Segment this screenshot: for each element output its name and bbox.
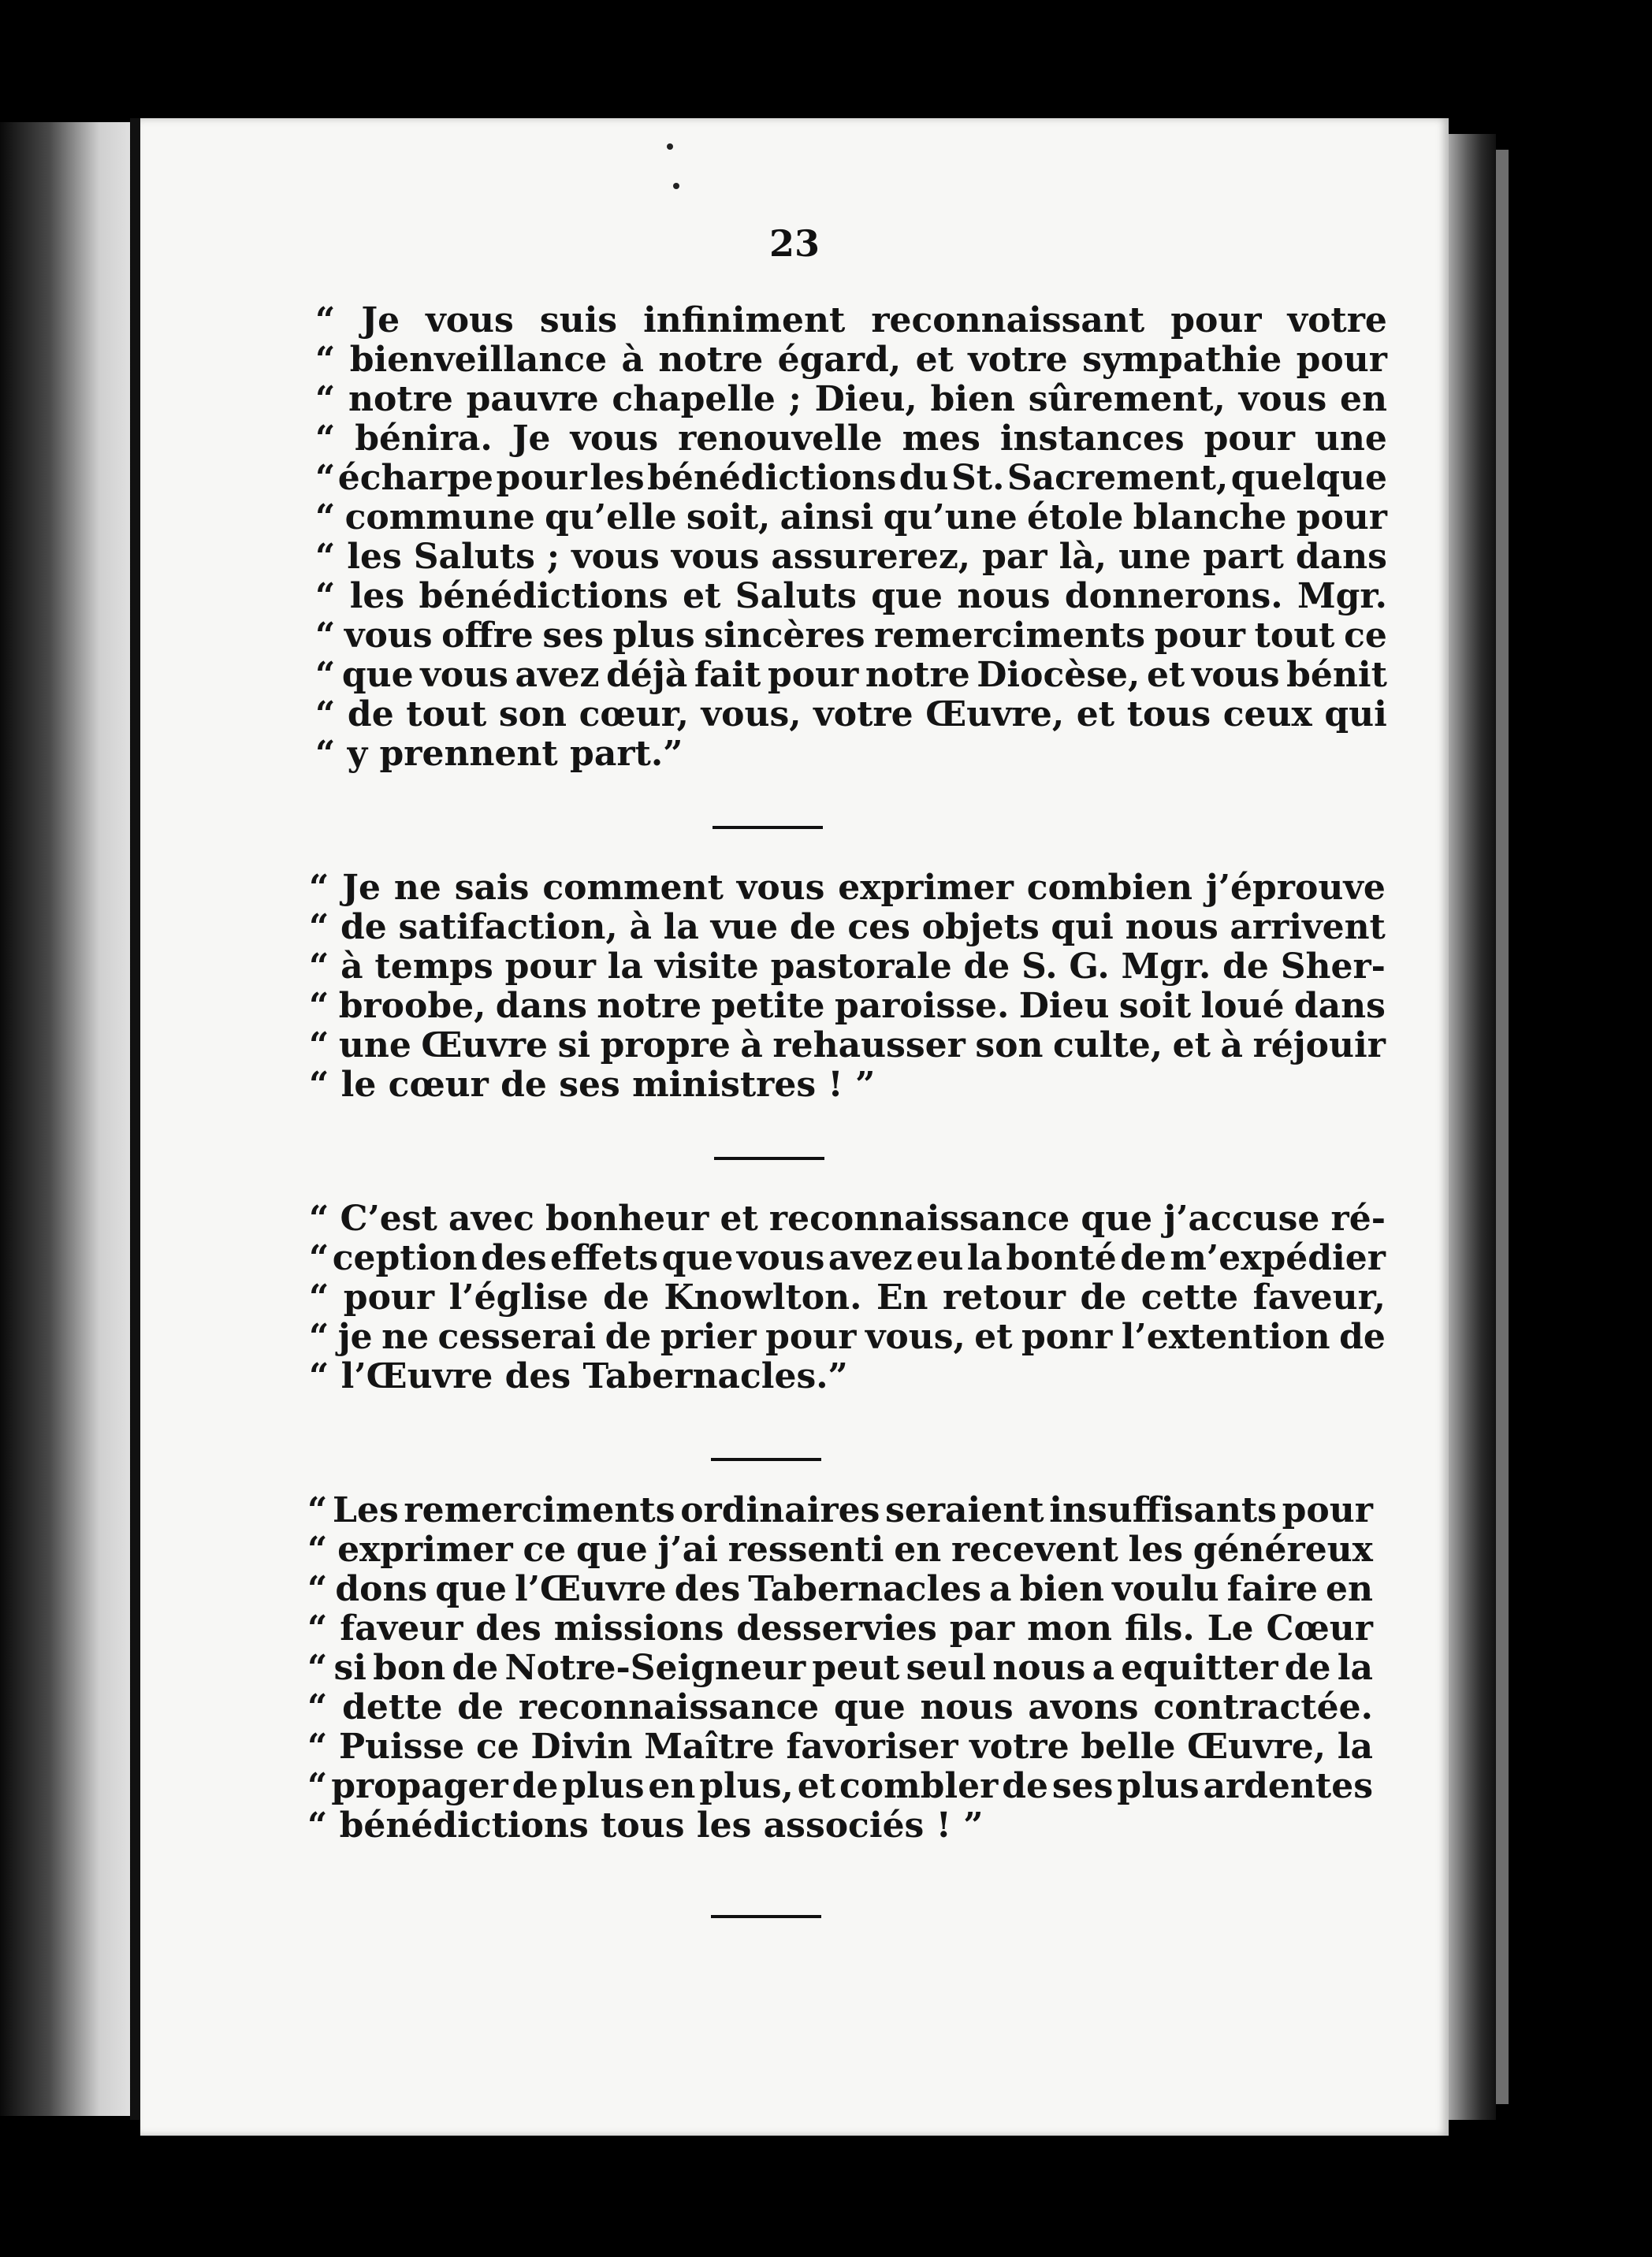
text-line: “ à temps pour la visite pastorale de S. G. Mgr. de Sher- — [309, 946, 1386, 987]
page-edge-shadow — [1449, 134, 1496, 2120]
text-line: “ Je ne sais comment vous exprimer combien j’éprouve — [309, 868, 1386, 908]
text-line: “ si bon de Notre-Seigneur peut seul nous a equitter de la — [307, 1648, 1373, 1688]
left-page-edge — [0, 122, 142, 2116]
text-line: “ broobe, dans notre petite paroisse. Dieu soit loué dans — [309, 986, 1386, 1026]
section-rule — [713, 826, 823, 829]
text-line: “ de satifaction, à la vue de ces objets qui nous arrivent — [309, 907, 1386, 947]
text-line: “ que vous avez déjà fait pour notre Diocèse, et vous bénit — [315, 655, 1387, 695]
text-line: “ les Saluts ; vous vous assurerez, par là, une part dans — [315, 537, 1387, 577]
text-line: “ l’Œuvre des Tabernacles.” — [309, 1356, 848, 1396]
text-line: “ propager de plus en plus, et combler de ses plus ardentes — [307, 1766, 1373, 1806]
text-line: “ C’est avec bonheur et reconnaissance que j’accuse ré- — [309, 1199, 1386, 1239]
text-line: “ Puisse ce Divin Maître favoriser votre belle Œuvre, la — [307, 1727, 1373, 1767]
text-line: “ exprimer ce que j’ai ressenti en recevent les généreux — [307, 1530, 1373, 1570]
section-rule — [711, 1915, 821, 1918]
text-line: “ Je vous suis infiniment reconnaissant pour votre — [315, 300, 1387, 340]
text-line: “ de tout son cœur, vous, votre Œuvre, et tous ceux qui — [315, 694, 1387, 734]
paragraph-1 — [298, 301, 1387, 774]
text-line: “ je ne cesserai de prier pour vous, et ponr l’extention de — [309, 1317, 1386, 1357]
book-spine — [130, 118, 141, 2120]
text-line: “ commune qu’elle soit, ainsi qu’une étole blanche pour — [315, 497, 1387, 537]
section-rule — [714, 1157, 824, 1160]
text-line: “ dons que l’Œuvre des Tabernacles a bien voulu faire en — [307, 1569, 1373, 1609]
text-line: “ une Œuvre si propre à rehausser son culte, et à réjouir — [309, 1025, 1386, 1065]
text-line: “ vous offre ses plus sincères remerciments pour tout ce — [315, 615, 1387, 656]
text-line: “ faveur des missions desservies par mon fils. Le Cœur — [307, 1608, 1373, 1649]
text-line: “ notre pauvre chapelle ; Dieu, bien sûrement, vous en — [315, 379, 1387, 419]
text-line: “ dette de reconnaissance que nous avons contractée. — [307, 1687, 1373, 1727]
text-line: “ ception des effets que vous avez eu la bonté de m’expédier — [309, 1238, 1386, 1278]
speck-mark — [673, 183, 679, 189]
speck-mark — [667, 143, 673, 150]
text-line: “ écharpe pour les bénédictions du St. Sacrement, quelque — [315, 458, 1387, 498]
text-line: “ y prennent part.” — [315, 734, 683, 774]
text-line: “ le cœur de ses ministres ! ” — [309, 1065, 876, 1105]
page-number: 23 — [768, 222, 820, 265]
text-line: “ Les remerciments ordinaires seraient insuffisants pour — [307, 1490, 1373, 1530]
paragraph-4 — [298, 1491, 1373, 1846]
page-edge-strip — [1496, 150, 1509, 2104]
paragraph-2 — [298, 868, 1386, 1105]
paragraph-3 — [298, 1199, 1386, 1396]
text-line: “ pour l’église de Knowlton. En retour de cette faveur, — [309, 1277, 1386, 1318]
text-line: “ bénédictions tous les associés ! ” — [307, 1805, 984, 1846]
book-page — [140, 118, 1449, 2136]
section-rule — [711, 1458, 821, 1461]
text-line: “ les bénédictions et Saluts que nous donnerons. Mgr. — [315, 576, 1387, 616]
text-line: “ bénira. Je vous renouvelle mes instances pour une — [315, 418, 1387, 459]
text-line: “ bienveillance à notre égard, et votre sympathie pour — [315, 340, 1387, 380]
